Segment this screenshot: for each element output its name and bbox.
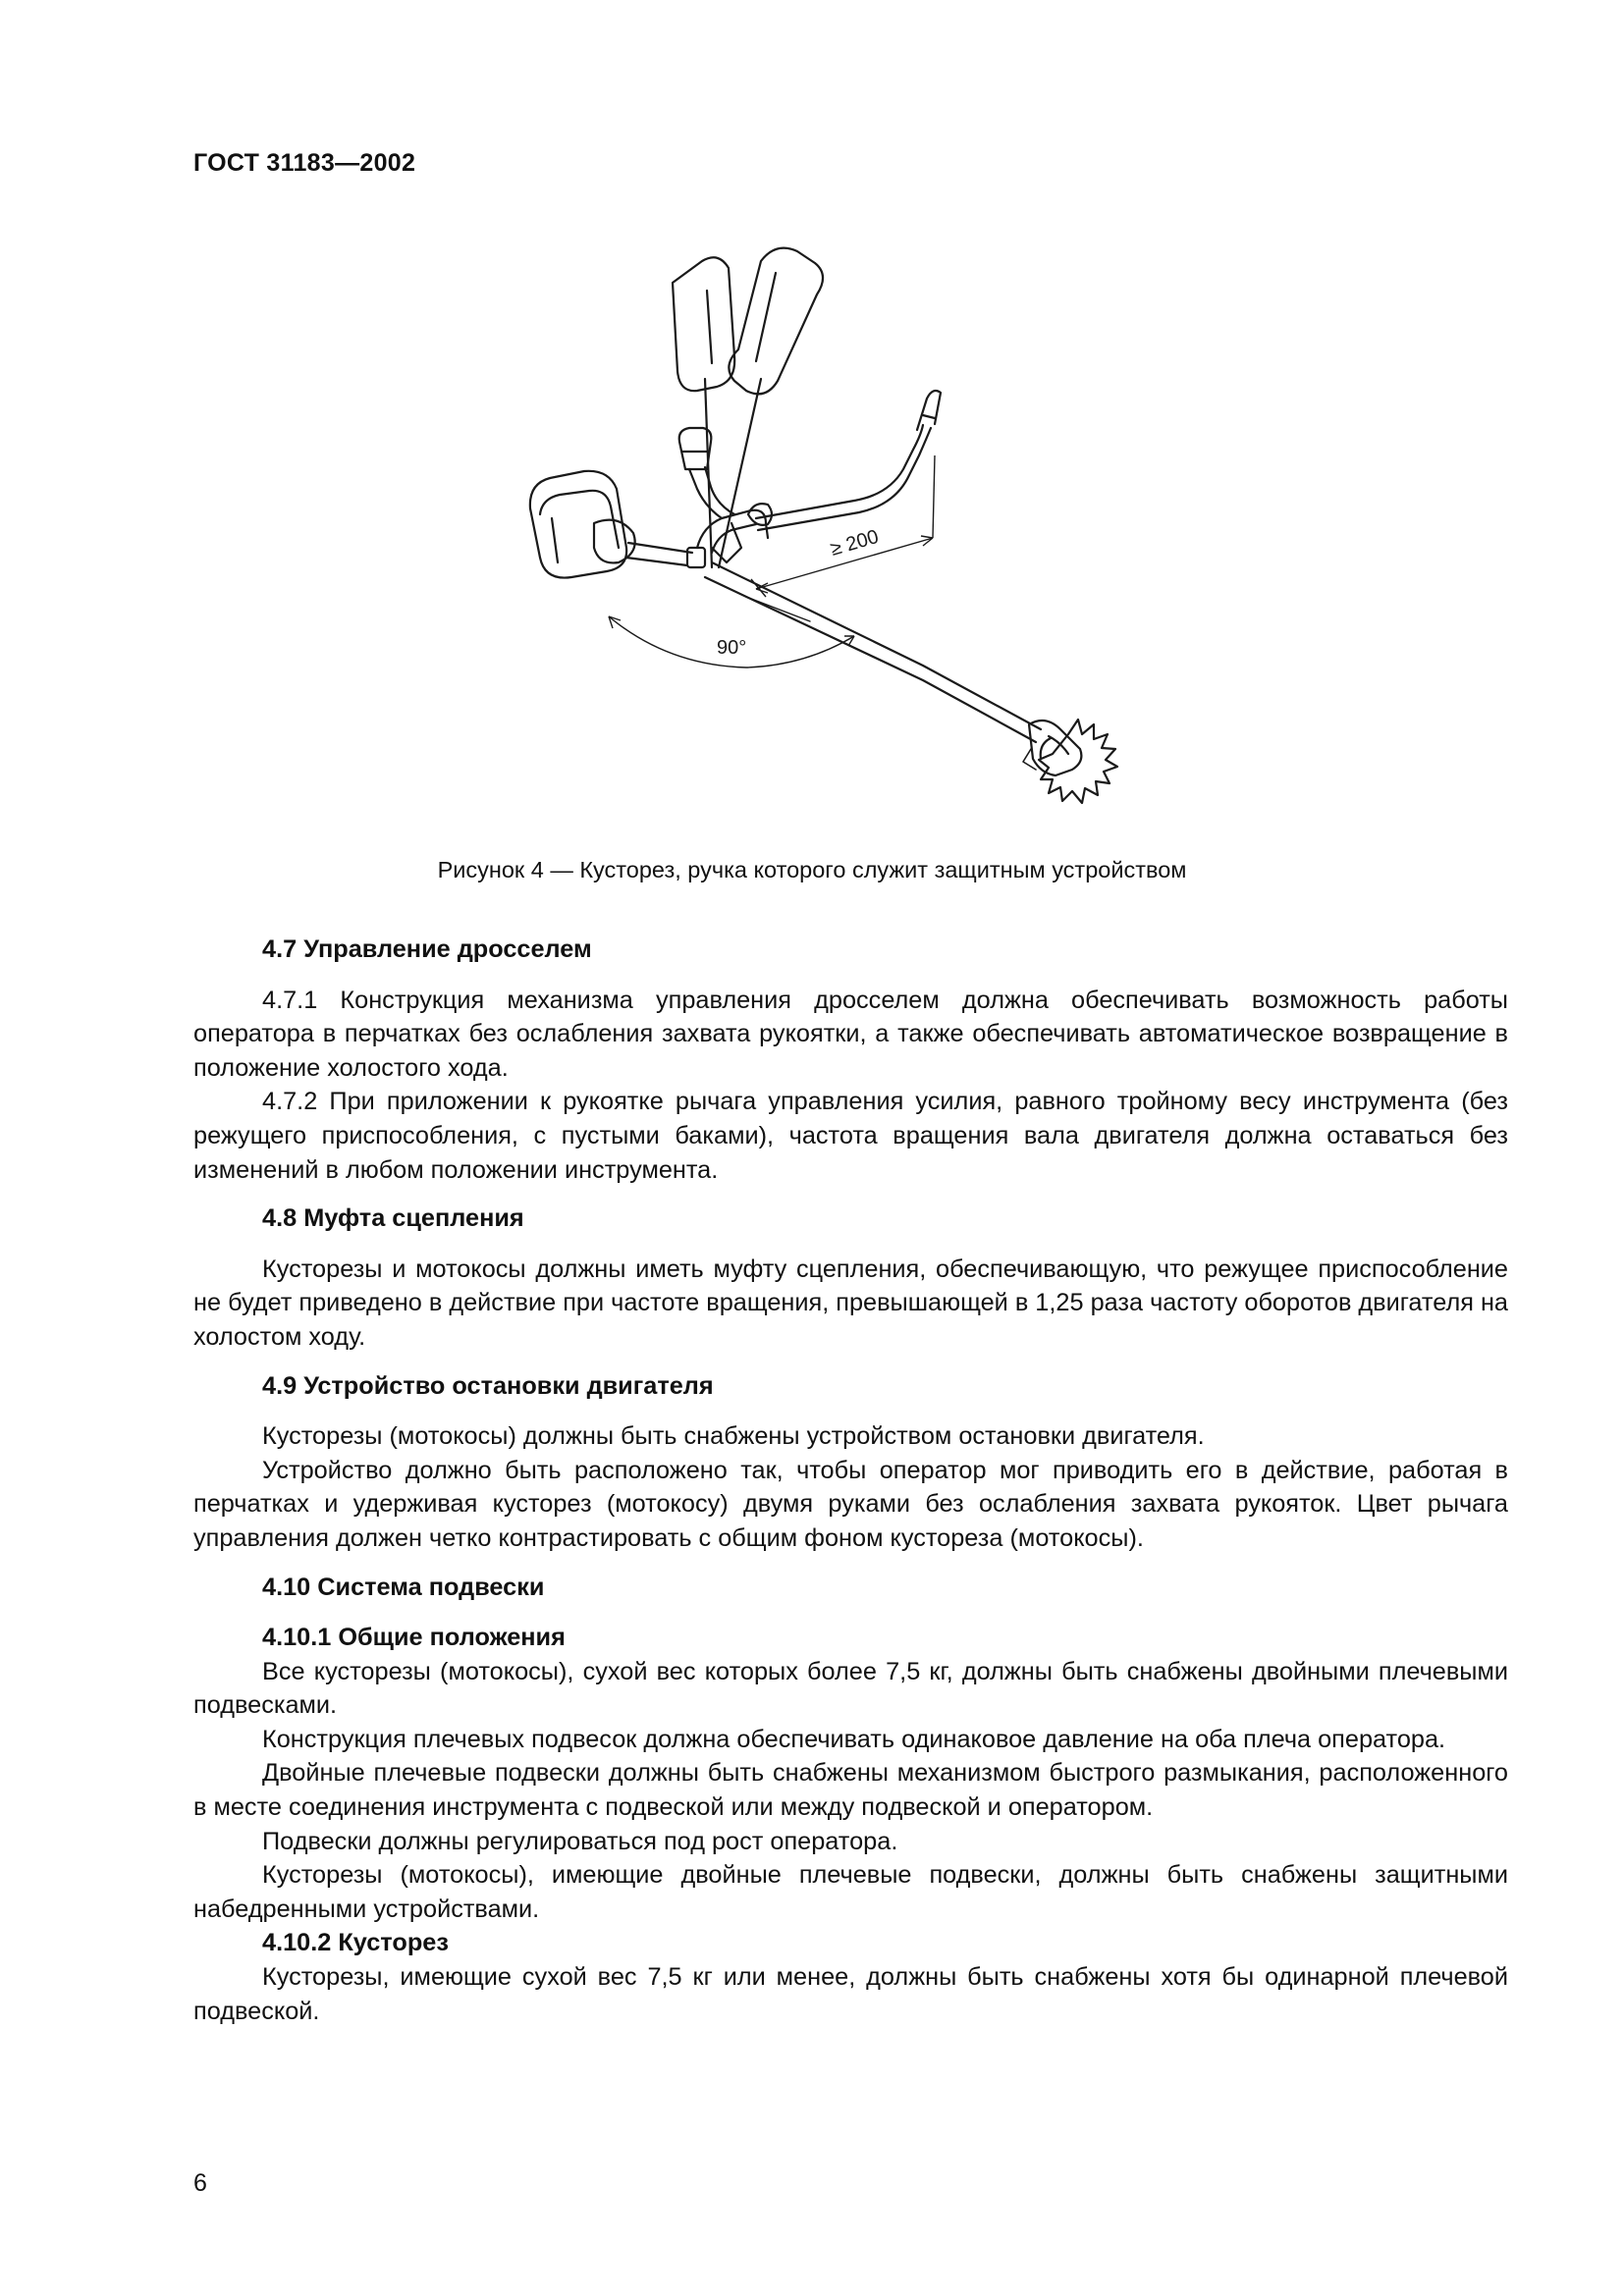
paragraph-4-10-1-a: Все кусторезы (мотокосы), сухой вес которых более 7,5 кг, должны быть снабжены двойными плечевыми подвесками. xyxy=(193,1657,1508,1720)
brushcutter-drawing xyxy=(511,224,1218,852)
heading-4-7: 4.7 Управление дросселем xyxy=(262,935,592,963)
saw-blade-icon xyxy=(1039,720,1117,803)
handle-bar-icon xyxy=(679,391,941,562)
figure-caption: Рисунок 4 — Кусторез, ручка которого служит защитным устройством xyxy=(437,857,1187,882)
heading-4-10: 4.10 Система подвески xyxy=(262,1573,545,1601)
paragraph-4-9-2: Устройство должно быть расположено так, чтобы оператор мог приводить его в действие, работая в перчатках и удерживая кусторез (мотокосу) двумя руками без ослабления захвата рукояток. Цвет рычага управления должен четко контрастировать с общим фоном кустореза (мотокосы). xyxy=(193,1456,1508,1552)
harness-strap-right-icon xyxy=(729,248,823,395)
page-number: 6 xyxy=(193,2169,207,2197)
paragraph-4-10-1-b: Конструкция плечевых подвесок должна обеспечивать одинаковое давление на оба плеча оператора. xyxy=(262,1725,1446,1753)
heading-4-10-2: 4.10.2 Кусторез xyxy=(262,1929,449,1957)
paragraph-4-7-1: 4.7.1 Конструкция механизма управления дросселем должна обеспечивать возможность работы оператора в перчатках без ослабления захвата рукоятки, а также обеспечивать автоматическое возвращение в положение холостого хода. xyxy=(193,986,1508,1082)
paragraph-4-7-2: 4.7.2 При приложении к рукоятке рычага управления усилия, равного тройному весу инструмента (без режущего приспособления, с пустыми баками), частота вращения вала двигателя должна оставаться без изменений в любом положении инструмента. xyxy=(193,1088,1508,1184)
document-body xyxy=(193,933,1508,2028)
paragraph-4-10-1-d: Подвески должны регулироваться под рост оператора. xyxy=(262,1827,898,1855)
paragraph-4-8: Кусторезы и мотокосы должны иметь муфту сцепления, обеспечивающую, что режущее приспособление не будет приведено в действие при частоте вращения, превышающей в 1,25 раза частоту оборотов двигателя на холостом ходу. xyxy=(193,1255,1508,1351)
drive-shaft-icon xyxy=(705,562,1041,742)
paragraph-4-9-1: Кусторезы (мотокосы) должны быть снабжены устройством остановки двигателя. xyxy=(262,1422,1205,1451)
dimension-label: ≥ 200 xyxy=(828,525,882,561)
engine-icon xyxy=(530,471,635,578)
figure-brushcutter xyxy=(511,224,1218,852)
harness-strap-left-icon xyxy=(673,257,734,391)
heading-4-9: 4.9 Устройство остановки двигателя xyxy=(262,1371,714,1400)
angle-label: 90° xyxy=(717,637,747,659)
paragraph-4-10-1-c: Двойные плечевые подвески должны быть снабжены механизмом быстрого размыкания, расположенного в месте соединения инструмента с подвеской или между подвеской и оператором. xyxy=(193,1759,1508,1822)
heading-4-8: 4.8 Муфта сцепления xyxy=(262,1204,524,1233)
document-header: ГОСТ 31183—2002 xyxy=(193,149,416,177)
paragraph-4-10-1-e: Кусторезы (мотокосы), имеющие двойные плечевые подвески, должны быть снабжены защитными набедренными устройствами. xyxy=(193,1861,1508,1923)
paragraph-4-10-2: Кусторезы, имеющие сухой вес 7,5 кг или менее, должны быть снабжены хотя бы одинарной плечевой подвеской. xyxy=(193,1963,1508,2025)
heading-4-10-1: 4.10.1 Общие положения xyxy=(262,1624,566,1652)
